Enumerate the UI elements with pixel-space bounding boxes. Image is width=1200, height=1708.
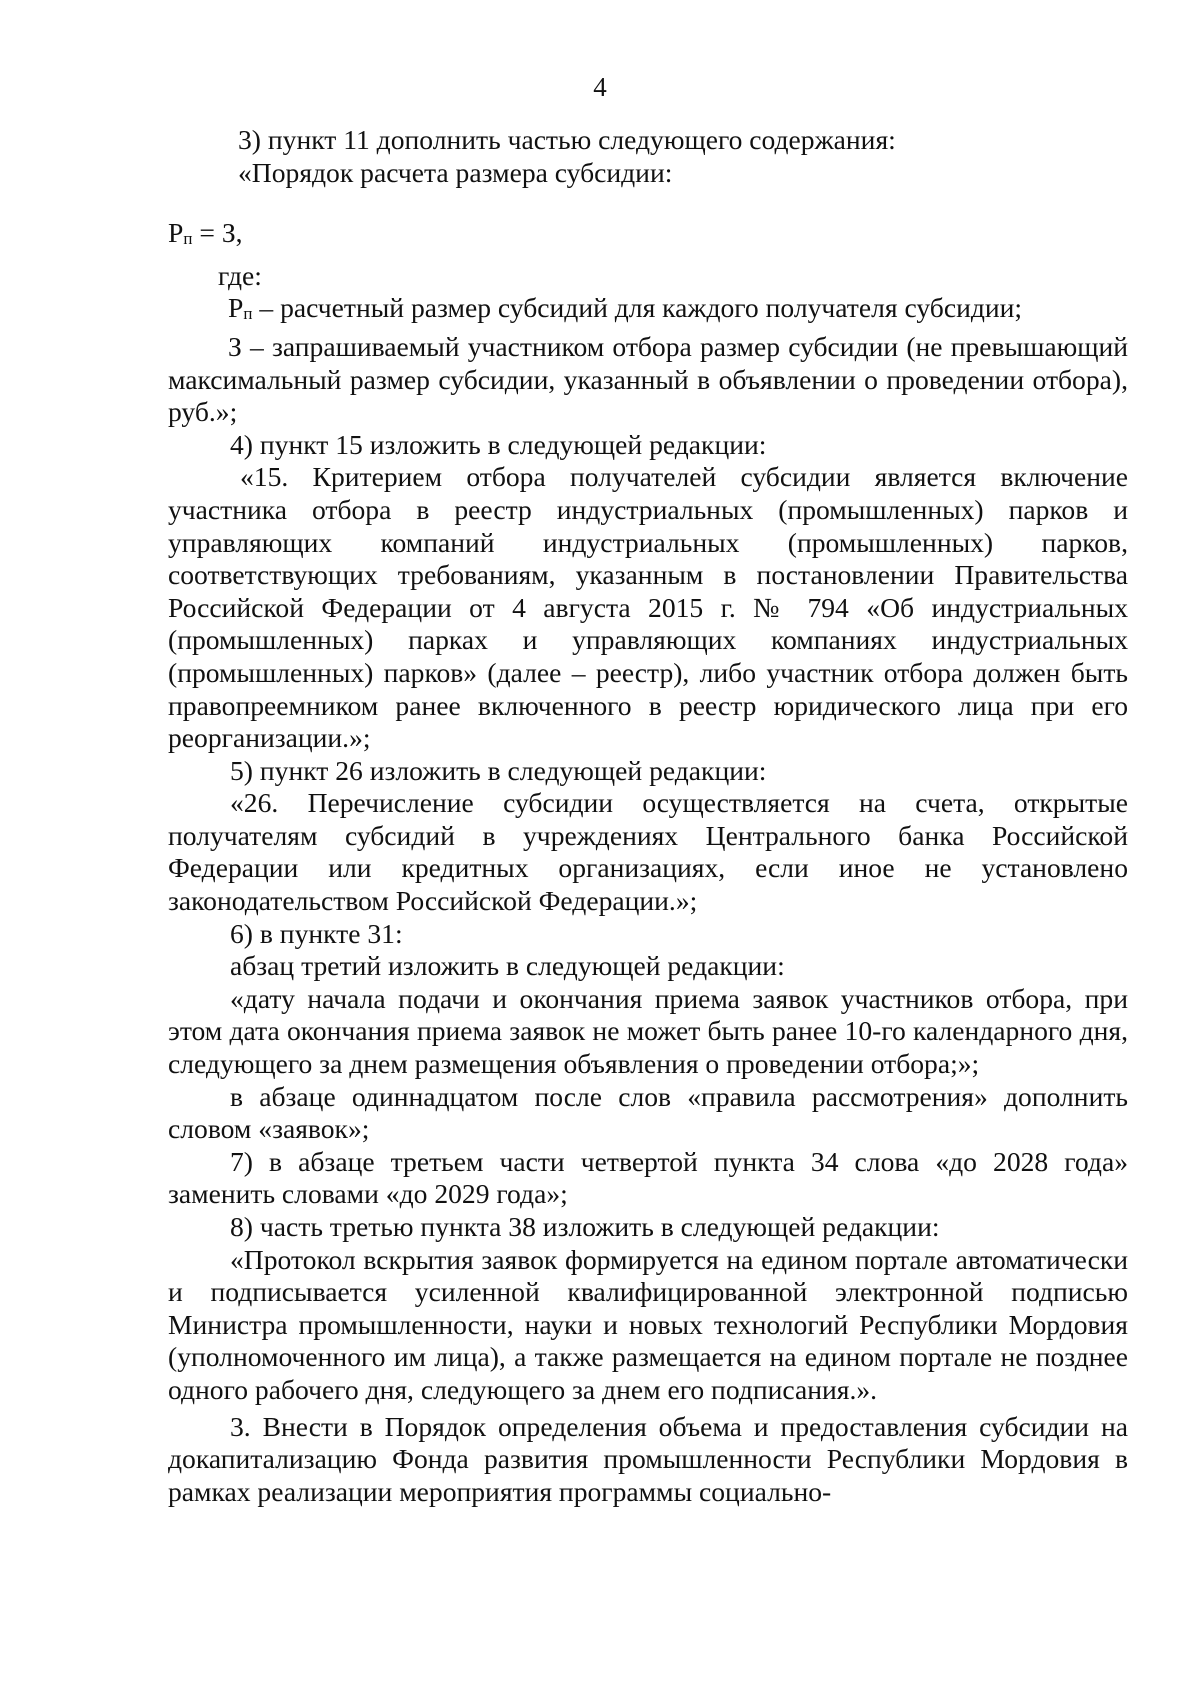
paragraph-calc-order: «Порядок расчета размера субсидии:	[238, 156, 673, 188]
definition-subscript: п	[243, 304, 253, 324]
paragraph-item-15: «15. Критерием отбора получателей субсидии является включение участника отбора в реестр индустриальных (промышленных) парков и управляющих компаний индустриальных (промышленных) парков, соответствующих требованиям, указанным в постановлении Правительства Российской Федерации от 4 августа 2015 г. № 794 «Об индустриальных (промышленных) парках и управляющих компаниях индустриальных (промышленных) парков» (далее – реестр), либо участник отбора должен быть правопреемником ранее включенного в реестр юридического лица при его реорганизации.»;	[168, 461, 1128, 754]
paragraph-amendment-7: 7) в абзаце третьем части четвертой пункта 34 слова «до 2028 года» заменить словами «до 2029 года»;	[168, 1145, 1128, 1210]
definition-text: – расчетный размер субсидий для каждого получателя субсидии;	[252, 292, 1023, 324]
document-body	[168, 124, 1128, 1508]
paragraph-amendment-3: 3) пункт 11 дополнить частью следующего содержания:	[238, 124, 896, 155]
paragraph-where: где:	[218, 259, 262, 291]
formula-subscript: п	[183, 229, 193, 249]
paragraph-amendment-8: 8) часть третью пункта 38 изложить в следующей редакции:	[230, 1211, 940, 1242]
paragraph-amendment-5: 5) пункт 26 изложить в следующей редакции:	[230, 754, 767, 786]
paragraph-amendment-6: 6) в пункте 31:	[230, 917, 403, 949]
paragraph-dates: «дату начала подачи и окончания приема заявок участников отбора, при этом дата окончания приема заявок не может быть ранее 10-го календарного дня, следующего за днем размещения объявления о проведении отбора;»;	[168, 982, 1128, 1080]
paragraph-definition-rp	[168, 292, 1128, 331]
paragraph-item-26: «26. Перечисление субсидии осуществляется на счета, открытые получателям субсидий в учреждениях Центрального банка Российской Федерации или кредитных организациях, если иное не установлено законодательством Российской Федерации.»;	[168, 787, 1128, 917]
paragraph-section-3: 3. Внести в Порядок определения объема и предоставления субсидии на докапитализацию Фонда развития промышленности Республики Мордовия в рамках реализации мероприятия программы социально-	[168, 1410, 1128, 1507]
formula-rest: = З,	[192, 217, 243, 249]
paragraph-protocol: «Протокол вскрытия заявок формируется на едином портале автоматически и подписывается усиленной квалифицированной электронной подписью Министра промышленности, науки и новых технологий Республики Мордовия (уполномоченного им лица), а также размещается на едином портале не позднее одного рабочего дня, следующего за днем его подписания.».	[168, 1243, 1128, 1405]
paragraph-eleventh-abzac: в абзаце одиннадцатом после слов «правила рассмотрения» дополнить словом «заявок»;	[168, 1080, 1128, 1145]
formula	[168, 217, 1128, 256]
paragraph-amendment-4: 4) пункт 15 изложить в следующей редакции:	[230, 428, 767, 460]
formula-symbol: Р	[168, 217, 184, 249]
paragraph-definition-z: З – запрашиваемый участником отбора размер субсидии (не превышающий максимальный размер субсидии, указанный в объявлении о проведении отбора), руб.»;	[168, 330, 1128, 428]
page-number: 4	[593, 72, 607, 102]
definition-symbol: Р	[228, 292, 244, 324]
paragraph-third-abzac: абзац третий изложить в следующей редакции:	[230, 950, 785, 982]
